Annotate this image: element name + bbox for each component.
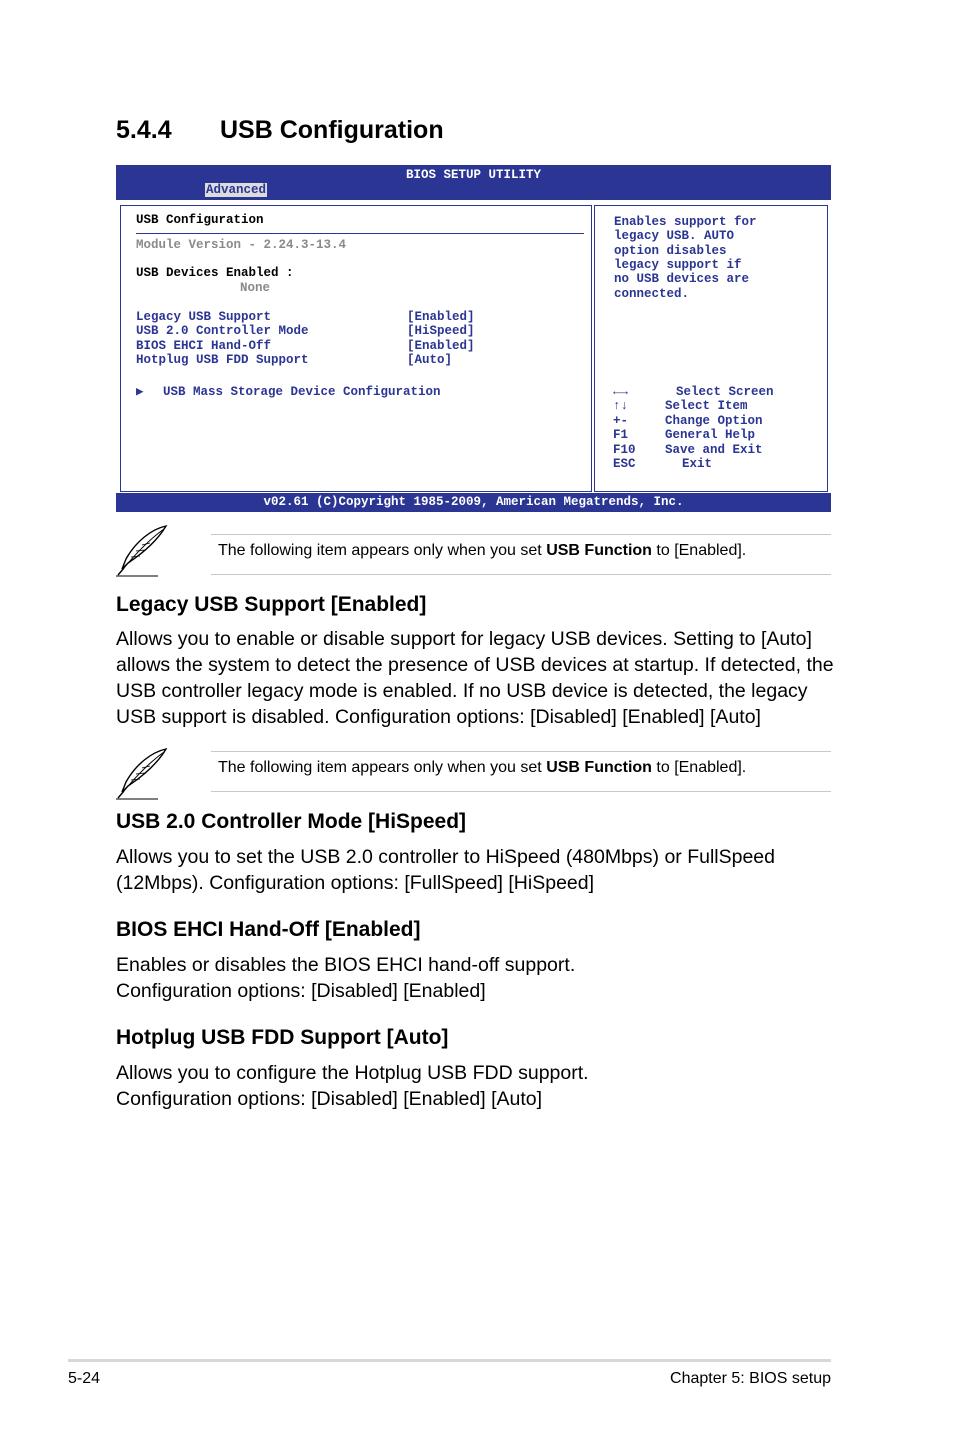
bios-key-action: Change Option bbox=[665, 414, 763, 428]
bios-item-legacy-usb[interactable]: Legacy USB Support bbox=[136, 310, 272, 324]
paragraph-line: (12Mbps). Configuration options: [FullSpeed] [HiSpeed] bbox=[116, 872, 595, 894]
note-text bbox=[218, 542, 746, 560]
bios-tab-advanced[interactable]: Advanced bbox=[206, 183, 267, 197]
paragraph-line: USB controller legacy mode is enabled. If no USB device is detected, the legacy bbox=[116, 680, 808, 702]
bios-help-line: no USB devices are bbox=[614, 272, 750, 286]
page-number: 5-24 bbox=[68, 1370, 101, 1387]
chapter-label: Chapter 5: BIOS setup bbox=[670, 1370, 831, 1387]
note-text-pre: The following item appears only when you set bbox=[218, 759, 547, 776]
bios-item-controller-mode[interactable]: USB 2.0 Controller Mode bbox=[136, 324, 309, 338]
paragraph-line: Allows you to set the USB 2.0 controller to HiSpeed (480Mbps) or FullSpeed bbox=[116, 846, 776, 868]
bios-help-line: legacy USB. AUTO bbox=[614, 229, 735, 243]
note-bottom-rule bbox=[211, 791, 831, 792]
bios-panel-rule bbox=[136, 233, 584, 234]
paragraph-bios-ehci-handoff bbox=[116, 952, 836, 1004]
note-top-rule bbox=[211, 751, 831, 752]
bios-key-arrows-lr-icon: ←→ bbox=[613, 385, 629, 399]
bios-submenu-mass-storage[interactable]: USB Mass Storage Device Configuration bbox=[163, 385, 441, 399]
bios-help-line: option disables bbox=[614, 244, 727, 258]
bios-module-version: Module Version - 2.24.3-13.4 bbox=[136, 238, 347, 252]
bios-key-action: Exit bbox=[682, 457, 713, 471]
section-title bbox=[116, 116, 444, 145]
heading-bios-ehci-handoff: BIOS EHCI Hand-Off [Enabled] bbox=[116, 918, 421, 941]
bios-help-line: Enables support for bbox=[614, 215, 757, 229]
bios-value-controller-mode[interactable]: [HiSpeed] bbox=[407, 324, 475, 338]
paragraph-line: USB support is disabled. Configuration options: [Disabled] [Enabled] [Auto] bbox=[116, 706, 761, 728]
note-text-bold: USB Function bbox=[546, 759, 652, 776]
paragraph-line: Allows you to enable or disable support for legacy USB devices. Setting to [Auto] bbox=[116, 628, 812, 650]
note-bottom-rule bbox=[211, 574, 831, 575]
note-text-post: to [Enabled]. bbox=[651, 759, 747, 776]
bios-title: BIOS SETUP UTILITY bbox=[405, 168, 542, 182]
paragraph-line: Configuration options: [Disabled] [Enabled] [Auto] bbox=[116, 1088, 543, 1110]
bios-panel-title: USB Configuration bbox=[136, 213, 264, 227]
bios-item-hotplug-fdd[interactable]: Hotplug USB FDD Support bbox=[136, 353, 309, 367]
bios-value-ehci-handoff[interactable]: [Enabled] bbox=[407, 339, 475, 353]
bios-key: +- bbox=[613, 414, 629, 428]
bios-help-line: connected. bbox=[614, 287, 690, 301]
bios-title-bar bbox=[116, 165, 831, 200]
bios-key-arrows-ud-icon: ↑↓ bbox=[613, 399, 629, 413]
note-text-bold: USB Function bbox=[546, 542, 652, 559]
bios-submenu-arrow-icon: ▶ bbox=[136, 385, 144, 399]
paragraph-hotplug-usb-fdd bbox=[116, 1060, 836, 1112]
bios-copyright: v02.61 (C)Copyright 1985-2009, American Megatrends, Inc. bbox=[263, 495, 684, 509]
bios-item-ehci-handoff[interactable]: BIOS EHCI Hand-Off bbox=[136, 339, 272, 353]
bios-key-action: Select Item bbox=[665, 399, 748, 413]
bios-key-action: Save and Exit bbox=[665, 443, 763, 457]
bios-screen bbox=[116, 165, 831, 512]
heading-usb-controller-mode: USB 2.0 Controller Mode [HiSpeed] bbox=[116, 810, 467, 833]
heading-legacy-usb-support: Legacy USB Support [Enabled] bbox=[116, 593, 427, 616]
bios-key: F1 bbox=[613, 428, 629, 442]
bios-value-hotplug-fdd[interactable]: [Auto] bbox=[407, 353, 453, 367]
note-text-post: to [Enabled]. bbox=[651, 542, 747, 559]
bios-key: F10 bbox=[613, 443, 636, 457]
section-number: 5.4.4 bbox=[116, 116, 172, 144]
paragraph-line: allows the system to detect the presence of USB devices at startup. If detected, the bbox=[116, 654, 834, 676]
paragraph-legacy-usb-support bbox=[116, 626, 836, 730]
note-text bbox=[218, 759, 746, 777]
paragraph-line: Allows you to configure the Hotplug USB FDD support. bbox=[116, 1062, 589, 1084]
feather-pen-icon bbox=[112, 746, 172, 802]
footer-rule bbox=[68, 1359, 831, 1362]
bios-key: ESC bbox=[613, 457, 636, 471]
bios-help-line: legacy support if bbox=[614, 258, 742, 272]
section-name: USB Configuration bbox=[220, 116, 444, 144]
paragraph-line: Configuration options: [Disabled] [Enabled] bbox=[116, 980, 486, 1002]
bios-footer-bar bbox=[116, 493, 831, 512]
paragraph-line: Enables or disables the BIOS EHCI hand-off support. bbox=[116, 954, 576, 976]
bios-devices-value: None bbox=[240, 281, 271, 295]
feather-pen-icon bbox=[112, 523, 172, 579]
bios-devices-label: USB Devices Enabled : bbox=[136, 266, 294, 280]
note-text-pre: The following item appears only when you set bbox=[218, 542, 547, 559]
heading-hotplug-usb-fdd: Hotplug USB FDD Support [Auto] bbox=[116, 1026, 449, 1049]
bios-value-legacy-usb[interactable]: [Enabled] bbox=[407, 310, 475, 324]
note-top-rule bbox=[211, 534, 831, 535]
paragraph-usb-controller-mode bbox=[116, 844, 836, 896]
bios-key-action: Select Screen bbox=[676, 385, 774, 399]
bios-key-action: General Help bbox=[665, 428, 756, 442]
